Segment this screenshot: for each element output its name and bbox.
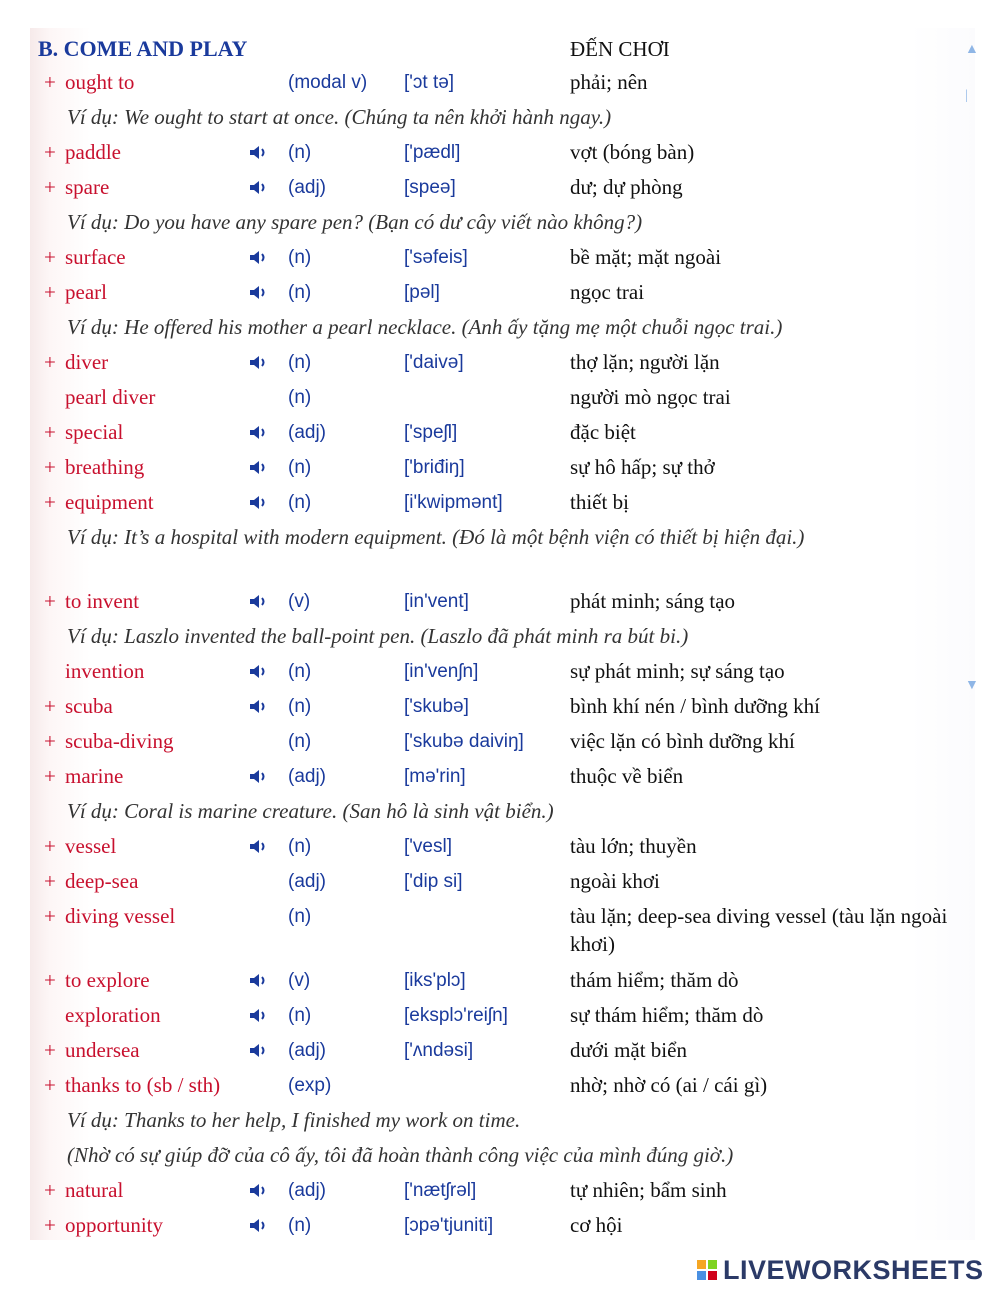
part-of-speech: (n) <box>288 906 312 927</box>
meaning: cơ hội <box>570 1213 623 1237</box>
plus-marker: + <box>44 1213 56 1237</box>
part-of-speech: (v) <box>288 970 311 991</box>
plus-marker: + <box>44 968 56 992</box>
vocab-row-natural <box>30 1173 975 1208</box>
vocab-row-diving-vessel <box>30 899 975 959</box>
vocab-word: scuba-diving <box>65 729 174 753</box>
vocab-word: invention <box>65 659 145 683</box>
pronunciation: ['pædl] <box>404 142 461 163</box>
example-marine: Ví dụ: Coral is marine creature. (San hô là sinh vật biển.) <box>67 799 554 823</box>
vocab-row-pearl-diver <box>30 380 975 415</box>
plus-marker: + <box>44 834 56 858</box>
speaker-icon[interactable] <box>249 144 267 161</box>
vocab-row-special <box>30 415 975 450</box>
pronunciation: ['dip si] <box>404 871 463 892</box>
vocab-word: natural <box>65 1178 124 1202</box>
part-of-speech: (n) <box>288 1215 312 1236</box>
section-title: B. COME AND PLAY <box>38 36 248 61</box>
speaker-icon[interactable] <box>249 424 267 441</box>
vocab-row-to-explore <box>30 963 975 998</box>
plus-marker: + <box>44 729 56 753</box>
pronunciation: ['nætʃrəl] <box>404 1180 477 1201</box>
plus-marker: + <box>44 490 56 514</box>
decor-mark: ▲ <box>965 42 979 57</box>
vocab-word: spare <box>65 175 110 199</box>
example-thanks-1: Ví dụ: Thanks to her help, I finished my work on time. <box>67 1108 521 1132</box>
vocab-word: special <box>65 420 124 444</box>
speaker-icon[interactable] <box>249 768 267 785</box>
pronunciation: [speə] <box>404 177 456 198</box>
pronunciation: [i'kwipmənt] <box>404 492 503 513</box>
vocab-word: ought to <box>65 70 135 94</box>
speaker-icon[interactable] <box>249 494 267 511</box>
pronunciation: [ɔpə'tjuniti] <box>404 1215 494 1236</box>
part-of-speech: (adj) <box>288 766 327 787</box>
plus-marker: + <box>44 70 56 94</box>
speaker-icon[interactable] <box>249 459 267 476</box>
meaning: thiết bị <box>570 490 629 514</box>
plus-marker: + <box>44 869 56 893</box>
part-of-speech: (n) <box>288 247 312 268</box>
vocab-word: deep-sea <box>65 869 139 893</box>
vocab-word: opportunity <box>65 1213 163 1237</box>
vocab-word: vessel <box>65 834 117 858</box>
meaning: phát minh; sáng tạo <box>570 589 736 613</box>
logo-grid-icon <box>697 1260 717 1280</box>
plus-marker: + <box>44 245 56 269</box>
vocab-word: breathing <box>65 455 145 479</box>
vocab-row-invention <box>30 654 975 689</box>
vocab-row-undersea <box>30 1033 975 1068</box>
pronunciation: ['ʌndəsi] <box>404 1040 474 1061</box>
plus-marker: + <box>44 175 56 199</box>
plus-marker: + <box>44 1178 56 1202</box>
part-of-speech: (n) <box>288 282 312 303</box>
pronunciation: [pəl] <box>404 282 440 303</box>
meaning: nhờ; nhờ có (ai / cái gì) <box>570 1073 768 1097</box>
plus-marker: + <box>44 694 56 718</box>
pronunciation: [in'venʃn] <box>404 661 479 682</box>
vocab-word: pearl diver <box>65 385 156 409</box>
vocab-word: scuba <box>65 694 113 718</box>
plus-marker: + <box>44 455 56 479</box>
example-equipment: Ví dụ: It’s a hospital with modern equipment. (Đó là một bệnh viện có thiết bị hiện đại.) <box>67 525 805 549</box>
example-invent: Ví dụ: Laszlo invented the ball-point pen. (Laszlo đã phát minh ra bút bi.) <box>67 624 689 648</box>
vocab-row-thanks-to <box>30 1068 975 1103</box>
example-ought-to: Ví dụ: We ought to start at once. (Chúng ta nên khởi hành ngay.) <box>67 105 612 129</box>
plus-marker: + <box>44 420 56 444</box>
meaning: thuộc về biển <box>570 764 684 788</box>
vocab-row-opportunity <box>30 1208 975 1243</box>
pronunciation: [iks'plɔ] <box>404 970 466 991</box>
vocabulary-sheet <box>30 28 979 1240</box>
speaker-icon[interactable] <box>249 249 267 266</box>
vocab-row-ought-to <box>30 65 975 100</box>
plus-marker: + <box>44 140 56 164</box>
speaker-icon[interactable] <box>249 1217 267 1234</box>
vocab-word: to explore <box>65 968 150 992</box>
speaker-icon[interactable] <box>249 593 267 610</box>
part-of-speech: (adj) <box>288 422 327 443</box>
part-of-speech: (n) <box>288 1005 312 1026</box>
meaning: việc lặn có bình dưỡng khí <box>570 729 795 753</box>
meaning: tự nhiên; bẩm sinh <box>570 1178 727 1202</box>
meaning: ngọc trai <box>570 280 645 304</box>
vocab-row-vessel <box>30 829 975 864</box>
part-of-speech: (adj) <box>288 871 327 892</box>
vocab-word: surface <box>65 245 126 269</box>
pronunciation: ['vesl] <box>404 836 452 857</box>
part-of-speech: (exp) <box>288 1075 332 1096</box>
plus-marker: + <box>44 904 56 928</box>
meaning: thợ lặn; người lặn <box>570 350 720 374</box>
part-of-speech: (n) <box>288 387 312 408</box>
part-of-speech: (adj) <box>288 177 327 198</box>
vocab-word: equipment <box>65 490 154 514</box>
vocab-word: diver <box>65 350 109 374</box>
example-pearl: Ví dụ: He offered his mother a pearl necklace. (Anh ấy tặng mẹ một chuỗi ngọc trai.) <box>67 315 783 339</box>
speaker-icon[interactable] <box>249 1007 267 1024</box>
section-header <box>30 30 975 65</box>
part-of-speech: (modal v) <box>288 72 368 93</box>
meaning: tàu lặn; deep-sea diving vessel (tàu lặn ngoài khơi) <box>570 904 948 956</box>
example-spare: Ví dụ: Do you have any spare pen? (Bạn có dư cây viết nào không?) <box>67 210 643 234</box>
meaning: sự hô hấp; sự thở <box>570 455 715 479</box>
part-of-speech: (n) <box>288 836 312 857</box>
vocab-row-to-invent <box>30 584 975 619</box>
part-of-speech: (n) <box>288 142 312 163</box>
vocab-row-diver <box>30 345 975 380</box>
vocab-word: to invent <box>65 589 140 613</box>
vocab-row-spare <box>30 170 975 205</box>
speaker-icon[interactable] <box>249 663 267 680</box>
pronunciation: ['skubə daiviŋ] <box>404 731 524 752</box>
meaning: tàu lớn; thuyền <box>570 834 697 858</box>
part-of-speech: (n) <box>288 457 312 478</box>
vocab-word: thanks to (sb / sth) <box>65 1073 221 1097</box>
meaning: ngoài khơi <box>570 869 660 893</box>
pronunciation: ['daivə] <box>404 352 464 373</box>
speaker-icon[interactable] <box>249 354 267 371</box>
plus-marker: + <box>44 589 56 613</box>
vocab-word: paddle <box>65 140 121 164</box>
part-of-speech: (n) <box>288 492 312 513</box>
meaning: dư; dự phòng <box>570 175 683 199</box>
speaker-icon[interactable] <box>249 1182 267 1199</box>
pronunciation: ['ɔt tə] <box>404 72 455 93</box>
part-of-speech: (n) <box>288 696 312 717</box>
speaker-icon[interactable] <box>249 284 267 301</box>
plus-marker: + <box>44 1073 56 1097</box>
vocab-row-exploration <box>30 998 975 1033</box>
vocab-row-breathing <box>30 450 975 485</box>
decor-mark: ▼ <box>965 678 979 693</box>
pronunciation: [eksplɔ'reiʃn] <box>404 1005 508 1026</box>
plus-marker: + <box>44 280 56 304</box>
pronunciation: ['speʃl] <box>404 422 458 443</box>
meaning: bề mặt; mặt ngoài <box>570 245 722 269</box>
vocab-word: diving vessel <box>65 904 176 928</box>
meaning: sự thám hiểm; thăm dò <box>570 1003 764 1027</box>
vocab-row-equipment <box>30 485 975 520</box>
part-of-speech: (adj) <box>288 1180 327 1201</box>
plus-marker: + <box>44 350 56 374</box>
speaker-icon[interactable] <box>249 1042 267 1059</box>
meaning: bình khí nén / bình dưỡng khí <box>570 694 820 718</box>
vocab-row-scuba <box>30 689 975 724</box>
pronunciation: [in'vent] <box>404 591 469 612</box>
part-of-speech: (n) <box>288 352 312 373</box>
example-thanks-2: (Nhờ có sự giúp đỡ của cô ấy, tôi đã hoàn thành công việc của mình đúng giờ.) <box>67 1143 734 1167</box>
part-of-speech: (n) <box>288 731 312 752</box>
vocab-word: undersea <box>65 1038 140 1062</box>
plus-marker: + <box>44 1038 56 1062</box>
vocab-row-pearl <box>30 275 975 310</box>
vocab-word: exploration <box>65 1003 161 1027</box>
vocab-word: pearl <box>65 280 107 304</box>
meaning: người mò ngọc trai <box>570 385 731 409</box>
logo-text: LIVEWORKSHEETS <box>723 1254 984 1285</box>
meaning: thám hiểm; thăm dò <box>570 968 739 992</box>
part-of-speech: (n) <box>288 661 312 682</box>
speaker-icon[interactable] <box>249 838 267 855</box>
vocab-word: marine <box>65 764 124 788</box>
meaning: đặc biệt <box>570 420 636 444</box>
meaning: dưới mặt biển <box>570 1038 687 1062</box>
pronunciation: ['səfeis] <box>404 247 468 268</box>
part-of-speech: (adj) <box>288 1040 327 1061</box>
vocab-row-paddle <box>30 135 975 170</box>
pronunciation: ['skubə] <box>404 696 469 717</box>
meaning: vợt (bóng bàn) <box>570 140 695 164</box>
vocab-row-marine <box>30 759 975 794</box>
section-title-vn: ĐẾN CHƠI <box>570 37 670 61</box>
pronunciation: ['briđiŋ] <box>404 457 465 478</box>
decor-mark: | <box>965 88 968 103</box>
plus-marker: + <box>44 764 56 788</box>
meaning: sự phát minh; sự sáng tạo <box>570 659 785 683</box>
speaker-icon[interactable] <box>249 972 267 989</box>
speaker-icon[interactable] <box>249 179 267 196</box>
liveworksheets-logo[interactable] <box>697 1255 984 1285</box>
vocab-row-scuba-diving <box>30 724 975 759</box>
speaker-icon[interactable] <box>249 698 267 715</box>
pronunciation: [mə'rin] <box>404 766 466 787</box>
vocab-row-deep-sea <box>30 864 975 899</box>
vocab-row-surface <box>30 240 975 275</box>
meaning: phải; nên <box>570 70 648 94</box>
part-of-speech: (v) <box>288 591 311 612</box>
